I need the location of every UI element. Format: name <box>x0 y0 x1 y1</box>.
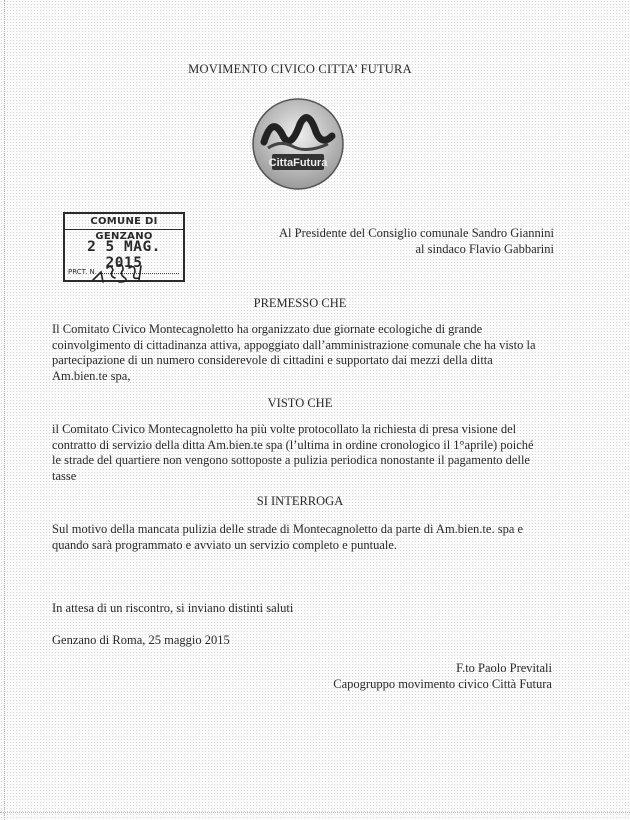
section-body-premesso <box>52 322 572 384</box>
stamp-office: COMUNE DI GENZANO <box>65 214 183 230</box>
signature-role: Capogruppo movimento civico Città Futura <box>333 677 552 691</box>
stamp-date: 2 5 MAG. 2015 <box>87 239 161 271</box>
recipient-line: Al Presidente del Consiglio comunale Sandro Giannini <box>279 226 554 240</box>
paragraph-line: quando sarà programmato e avviato un servizio completo e puntuale. <box>52 537 398 552</box>
signature-name: F.to Paolo Previtali <box>456 661 552 675</box>
handwritten-protocol-number <box>89 260 149 286</box>
document-title: MOVIMENTO CIVICO CITTA’ FUTURA <box>188 62 412 76</box>
stamp-protocol-label: PRCT. N. <box>68 268 97 276</box>
section-heading-premesso: PREMESSO CHE <box>253 296 347 310</box>
protocol-stamp <box>63 212 185 282</box>
paragraph-line: tasse <box>52 468 77 483</box>
section-body-visto <box>52 422 572 484</box>
signature-block <box>333 660 552 692</box>
paragraph-line: Il Comitato Civico Montecagnoletto ha organizzato due giornate ecologiche di grande <box>52 322 483 336</box>
paragraph-line: partecipazione di un numero considerevole di cittadini e supportato dai mezzi della ditta <box>52 353 493 367</box>
paragraph-line: contratto di servizio della ditta Am.bien.te spa (l’ultima in ordine cronologico il 1°aprile) poiché <box>52 437 534 452</box>
section-body-interroga <box>52 522 572 553</box>
place-and-date: Genzano di Roma, 25 maggio 2015 <box>52 633 230 647</box>
paragraph-line: il Comitato Civico Montecagnoletto ha più volte protocollato la richiesta di presa visione del <box>52 422 517 436</box>
section-heading-visto: VISTO CHE <box>267 396 333 410</box>
paragraph-line: le strade del quartiere non vengono sottoposte a pulizia periodica nonostante il pagamento delle <box>52 453 530 467</box>
recipient-line: al sindaco Flavio Gabbarini <box>415 242 554 256</box>
citta-futura-logo <box>250 96 346 192</box>
paragraph-line: Sul motivo della mancata pulizia delle strade di Montecagnoletto da parte di Am.bien.te. spa e <box>52 522 524 536</box>
paragraph-line: coinvolgimento di cittadinanza attiva, appoggiato dall’amministrazione comunale che ha visto la <box>52 337 536 352</box>
closing-salutation: In attesa di un riscontro, si inviano distinti saluti <box>52 601 294 615</box>
svg-text:CittaFutura: CittaFutura <box>268 157 328 169</box>
section-heading-interroga: SI INTERROGA <box>256 494 344 508</box>
scan-edge-bottom <box>0 812 630 814</box>
recipients-block <box>279 225 554 257</box>
paragraph-line: Am.bien.te spa, <box>52 368 131 383</box>
